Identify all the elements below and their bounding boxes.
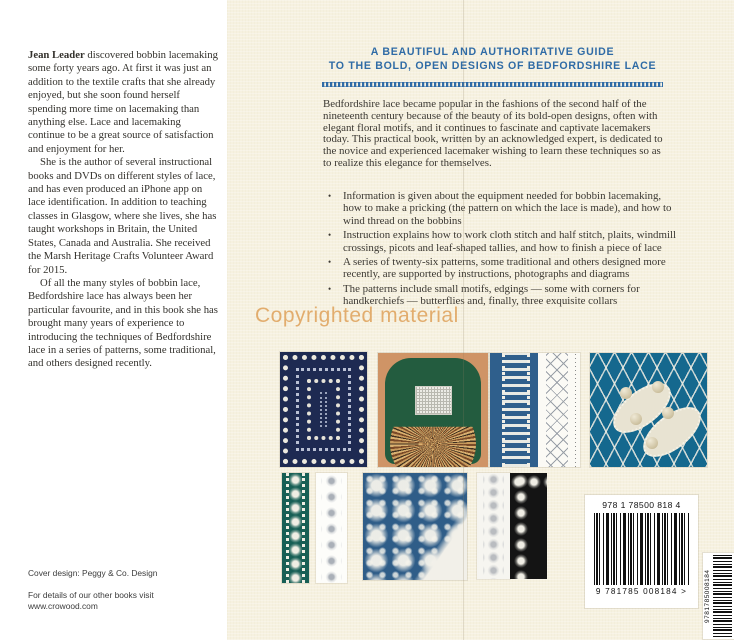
- author-bio: [28, 49, 218, 371]
- lace-border-center: [320, 392, 327, 427]
- bobbin-bead: [620, 387, 632, 399]
- bullet-text: Information is given about the equipment needed for bobbin lacemaking, how to make a pricking (the pattern on which the lace is made), and how to wind thread on the bobbins: [343, 190, 672, 227]
- ean-number: 9 781785 008184 >: [595, 587, 688, 596]
- bullet-icon: •: [328, 283, 332, 294]
- photo-lace-corner-black: [477, 473, 547, 579]
- isbn-barcode: [585, 495, 698, 608]
- publisher-website: www.crowood.com: [28, 601, 98, 611]
- lace-corner-on-black: [510, 473, 547, 579]
- bullet-icon: •: [328, 191, 332, 201]
- photo-lace-leaves-teal: [590, 353, 707, 467]
- fabric-corner: [363, 473, 467, 580]
- cover-headline: [319, 46, 666, 73]
- spine-fold-line: [463, 0, 464, 640]
- photo-lace-corner-navy: [280, 352, 367, 467]
- isbn-number: 978 1 78500 818 4: [602, 500, 681, 510]
- bullet-item: [325, 256, 677, 281]
- photo-lace-pillow-bobbins: [378, 353, 488, 467]
- bullet-item: [325, 229, 677, 254]
- bobbin-bead: [662, 407, 674, 419]
- copyright-watermark: Copyrighted material: [255, 304, 459, 327]
- spine-barcode: [703, 553, 734, 639]
- lace-strip-teal: [282, 473, 309, 583]
- bio-paragraph: [28, 49, 218, 156]
- bullet-item: [325, 283, 677, 308]
- cover-headline-line2: TO THE BOLD, OPEN DESIGNS OF BEDFORDSHIRE LACE: [328, 59, 657, 72]
- bullet-icon: •: [328, 257, 332, 268]
- author-name: Jean Leader: [28, 49, 85, 61]
- bio-paragraph: Of all the many styles of bobbin lace, Bedfordshire lace has always been her particular favourite, and in this book she has brought many years of experience to introducing the techniques of Bedfordshire lace in a series of patterns, some traditional, and others designed recently.: [28, 276, 218, 370]
- bullet-icon: •: [328, 230, 332, 241]
- pricking-strip: [316, 473, 347, 583]
- photo-floral-lace-collar: [363, 473, 467, 580]
- cover-design-credit: Cover design: Peggy & Co. Design: [28, 568, 158, 578]
- publisher-note-line: For details of our other books visit: [28, 590, 154, 600]
- lace-edging-on-blue: [490, 353, 538, 467]
- bullet-item: [325, 190, 677, 227]
- cover-headline-line1: A BEAUTIFUL AND AUTHORITATIVE GUIDE: [370, 46, 615, 58]
- cover-intro-paragraph: Bedfordshire lace became popular in the fashions of the second half of the nineteenth century because of the beauty of its bold-open designs, often with elegant floral motifs, and it continues to fascinate and captivate lacemakers today. This practical book, written by an acknowledged expert, is dedicated to the novice and experienced lacemaker wishing to learn these techniques so as to realize this elegance for themselves.: [323, 98, 663, 169]
- barcode-bars: [594, 513, 689, 585]
- lace-strip-white: [477, 473, 510, 579]
- photo-lace-edging-and-pricking: [490, 353, 580, 467]
- pricking-card: [415, 386, 452, 415]
- bio-paragraph: She is the author of several instructional books and DVDs on different styles of lace, and has even produced an iPhone app on lace identification. In addition to teaching classes in Glasgow, where she lives, she has taught workshops in Britain, the United States, Canada and Australia. She received the Marsh Heritage Crafts Volunteer Award for 2015.: [28, 156, 217, 276]
- bullet-text: The patterns include small motifs, edgings — some with corners for handkerchiefs — butterflies and, finally, three exquisite collars: [343, 282, 640, 308]
- bullet-text: A series of twenty-six patterns, some traditional and others designed more recently, are supported by instructions, photographs and diagrams: [343, 256, 666, 281]
- pricking-pattern: [538, 353, 580, 467]
- inside-flap-panel: [0, 0, 227, 640]
- headline-divider: [322, 82, 663, 87]
- bobbin-bead: [630, 413, 642, 425]
- bobbin-bead: [646, 437, 658, 449]
- publisher-note: [28, 590, 208, 612]
- bio-paragraph-text: discovered bobbin lacemaking some forty years ago. At first it was just an addition to the textile crafts that she already enjoyed, but she soon found herself spending more time on lacemaking than anything else. Lace and lacemaking continue to be a great source of satisfaction and enjoyment for her.: [28, 49, 218, 155]
- bullet-text: Instruction explains how to work cloth stitch and half stitch, plaits, windmill crossings, picots and leaf-shaped tallies, and how to finish a piece of lace: [343, 229, 677, 254]
- bobbin-bead: [652, 381, 664, 393]
- photo-lace-strip-pair: [282, 473, 347, 583]
- back-cover-panel: [227, 0, 734, 640]
- spine-barcode-bars: [713, 555, 732, 637]
- feature-bullet-list: [325, 190, 677, 310]
- spine-barcode-digits: 9781785008184: [704, 569, 711, 623]
